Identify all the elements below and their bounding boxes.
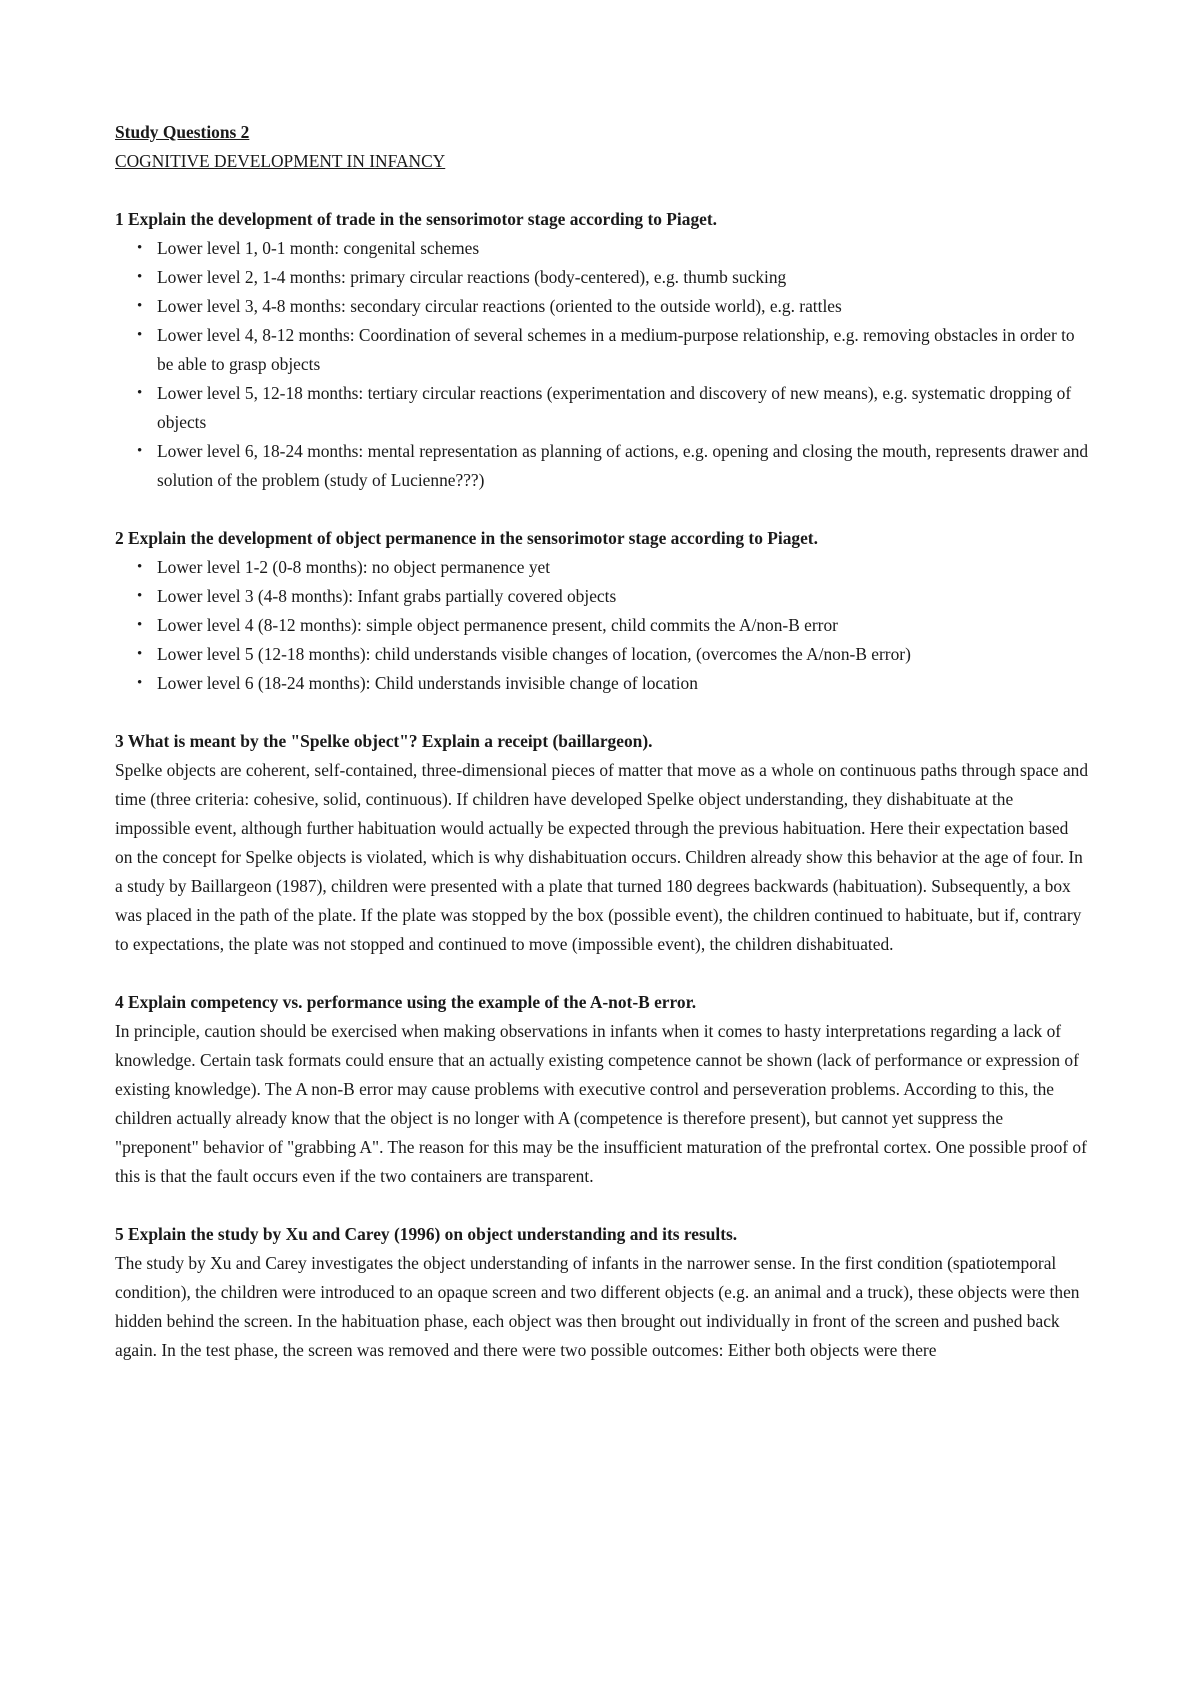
list-item	[115, 640, 1090, 669]
question-2-list	[115, 553, 1090, 698]
question-5-heading: 5 Explain the study by Xu and Carey (1996) on object understanding and its results.	[115, 1224, 738, 1244]
list-item-text: Lower level 6, 18-24 months: mental representation as planning of actions, e.g. opening and closing the mouth, represents drawer and solution of the problem (study of Lucienne???)	[157, 441, 1089, 490]
spacer	[115, 176, 1090, 205]
question-4-heading: 4 Explain competency vs. performance using the example of the A-not-B error.	[115, 992, 697, 1012]
list-item-text: Lower level 4, 8-12 months: Coordination of several schemes in a medium-purpose relationship, e.g. removing obstacles in order to be able to grasp objects	[157, 325, 1075, 374]
list-item	[115, 437, 1090, 495]
question-4-answer: In principle, caution should be exercised when making observations in infants when it comes to hasty interpretations regarding a lack of knowledge. Certain task formats could ensure that an actually existing competence cannot be shown (lack of performance or expression of existing knowledge). The A non-B error may cause problems with executive control and perseveration problems. According to this, the children actually already know that the object is no longer with A (competence is therefore present), but cannot yet suppress the "preponent" behavior of "grabbing A". The reason for this may be the insufficient maturation of the prefrontal cortex. One possible proof of this is that the fault occurs even if the two containers are transparent.	[115, 1021, 1087, 1186]
list-item	[115, 582, 1090, 611]
bullet-icon: •	[137, 617, 143, 633]
document-subtitle: COGNITIVE DEVELOPMENT IN INFANCY	[115, 151, 446, 171]
bullet-icon: •	[137, 559, 143, 575]
list-item-text: Lower level 2, 1-4 months: primary circular reactions (body-centered), e.g. thumb sucking	[157, 267, 787, 287]
bullet-icon: •	[137, 646, 143, 662]
list-item	[115, 553, 1090, 582]
question-1-heading: 1 Explain the development of trade in the sensorimotor stage according to Piaget.	[115, 209, 718, 229]
question-3-answer: Spelke objects are coherent, self-contained, three-dimensional pieces of matter that move as a whole on continuous paths through space and time (three criteria: cohesive, solid, continuous). If children have developed Spelke object understanding, they dishabituate at the impossible event, although further habituation would actually be expected through the previous habituation. Here their expectation based on the concept for Spelke objects is violated, which is why dishabituation occurs. Children already show this behavior at the age of four. In a study by Baillargeon (1987), children were presented with a plate that turned 180 degrees backwards (habituation). Subsequently, a box was placed in the path of the plate. If the plate was stopped by the box (possible event), the children continued to habituate, but if, contrary to expectations, the plate was not stopped and continued to move (impossible event), the children dishabituated.	[115, 760, 1089, 954]
document-page	[115, 118, 1090, 1365]
bullet-icon: •	[137, 298, 143, 314]
question-2-heading: 2 Explain the development of object permanence in the sensorimotor stage according to Piaget.	[115, 528, 818, 548]
question-1-list	[115, 234, 1090, 495]
question-5-answer: The study by Xu and Carey investigates the object understanding of infants in the narrower sense. In the first condition (spatiotemporal condition), the children were introduced to an opaque screen and two different objects (e.g. an animal and a truck), these objects were then hidden behind the screen. In the habituation phase, each object was then brought out individually in front of the screen and pushed back again. In the test phase, the screen was removed and there were two possible outcomes: Either both objects were there	[115, 1253, 1080, 1360]
list-item	[115, 611, 1090, 640]
list-item-text: Lower level 4 (8-12 months): simple object permanence present, child commits the A/non-B error	[157, 615, 838, 635]
bullet-icon: •	[137, 588, 143, 604]
question-3-heading: 3 What is meant by the "Spelke object"? Explain a receipt (baillargeon).	[115, 731, 653, 751]
bullet-icon: •	[137, 240, 143, 256]
spacer	[115, 495, 1090, 524]
list-item-text: Lower level 1-2 (0-8 months): no object permanence yet	[157, 557, 551, 577]
list-item	[115, 379, 1090, 437]
list-item-text: Lower level 5 (12-18 months): child understands visible changes of location, (overcomes the A/non-B error)	[157, 644, 911, 664]
list-item	[115, 669, 1090, 698]
list-item-text: Lower level 3 (4-8 months): Infant grabs partially covered objects	[157, 586, 617, 606]
list-item-text: Lower level 3, 4-8 months: secondary circular reactions (oriented to the outside world), e.g. rattles	[157, 296, 842, 316]
spacer	[115, 959, 1090, 988]
list-item	[115, 292, 1090, 321]
spacer	[115, 698, 1090, 727]
bullet-icon: •	[137, 385, 143, 401]
list-item	[115, 263, 1090, 292]
list-item-text: Lower level 1, 0-1 month: congenital schemes	[157, 238, 480, 258]
bullet-icon: •	[137, 269, 143, 285]
document-title: Study Questions 2	[115, 122, 250, 142]
bullet-icon: •	[137, 443, 143, 459]
list-item	[115, 234, 1090, 263]
bullet-icon: •	[137, 675, 143, 691]
list-item-text: Lower level 6 (18-24 months): Child understands invisible change of location	[157, 673, 698, 693]
list-item	[115, 321, 1090, 379]
list-item-text: Lower level 5, 12-18 months: tertiary circular reactions (experimentation and discovery of new means), e.g. systematic dropping of objects	[157, 383, 1072, 432]
bullet-icon: •	[137, 327, 143, 343]
spacer	[115, 1191, 1090, 1220]
